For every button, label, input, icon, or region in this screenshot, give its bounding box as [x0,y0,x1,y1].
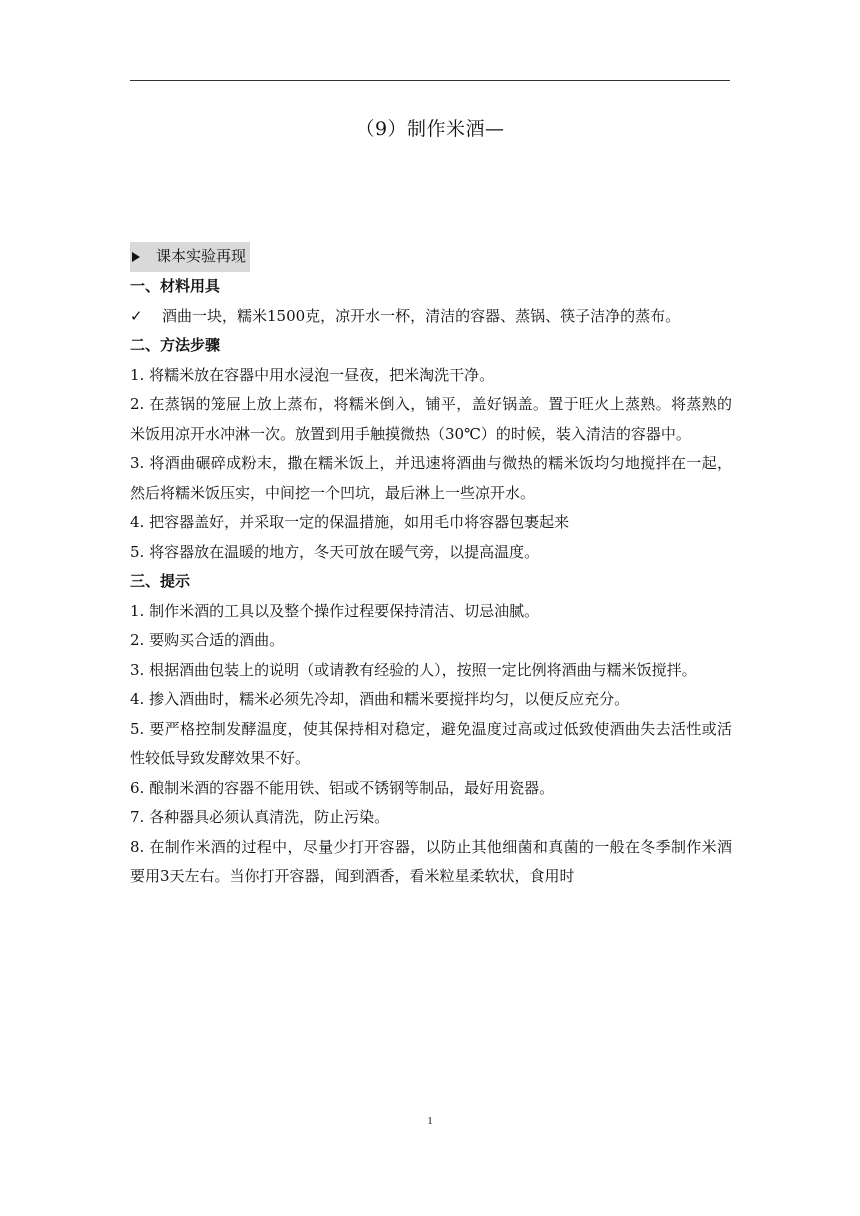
materials-item-text: 酒曲一块，糯米1500克，凉开水一杯，清洁的容器、蒸锅、筷子洁净的蒸布。 [162,306,681,325]
section-label [130,242,250,272]
tip-item: 8. 在制作米酒的过程中，尽量少打开容器，以防止其他细菌和真菌的一般在冬季制作米酒要用3天左右。当你打开容器，闻到酒香，看米粒星柔软状，食用时 [130,837,732,886]
section-label-text: 课本实验再现 [156,247,247,265]
tip-item: 7. 各种器具必须认真清洗，防止污染。 [130,808,390,827]
document-body [130,242,732,892]
step-item: 4. 把容器盖好，并采取一定的保温措施，如用毛巾将容器包裹起来 [130,513,570,532]
tip-item: 1. 制作米酒的工具以及整个操作过程要保持清洁、切忌油腻。 [130,601,540,620]
tip-item: 3. 根据酒曲包装上的说明（或请教有经验的人），按照一定比例将酒曲与糯米饭搅拌。 [130,660,697,679]
materials-heading: 一、材料用具 [130,277,221,296]
arrow-bullet-icon [132,252,140,262]
step-item: 1. 将糯米放在容器中用水浸泡一昼夜，把米淘洗干净。 [130,365,495,384]
document-title: （9）制作米酒— [355,118,505,140]
step-item: 2. 在蒸锅的笼屉上放上蒸布，将糯米倒入，铺平，盖好锅盖。置于旺火上蒸熟。将蒸熟的米饭用凉开水冲淋一次。放置到用手触摸微热（30℃）的时候，装入清洁的容器中。 [130,395,732,443]
tip-item: 4. 掺入酒曲时，糯米必须先冷却，酒曲和糯米要搅拌均匀，以便反应充分。 [130,690,630,709]
tip-item: 6. 酿制米酒的容器不能用铁、铝或不锈钢等制品，最好用瓷器。 [130,778,555,797]
steps-heading: 二、方法步骤 [130,336,221,355]
section-label-line [130,242,732,272]
tip-item: 2. 要购买合适的酒曲。 [130,631,285,650]
checkmark-icon: ✓ [130,306,143,325]
header-rule [130,80,730,81]
step-item: 3. 将酒曲碾碎成粉末，撒在糯米饭上，并迅速将酒曲与微热的糯米饭均匀地搅拌在一起，然后将糯米饭压实，中间挖一个凹坑，最后淋上一些凉开水。 [130,454,732,502]
step-item: 5. 将容器放在温暖的地方，冬天可放在暖气旁，以提高温度。 [130,542,540,561]
page-number: 1 [427,1115,433,1127]
tip-item: 5. 要严格控制发酵温度，使其保持相对稳定，避免温度过高或过低致使酒曲失去活性或活性较低导致发酵效果不好。 [130,719,732,768]
tips-heading: 三、提示 [130,572,191,591]
materials-item [130,302,732,332]
